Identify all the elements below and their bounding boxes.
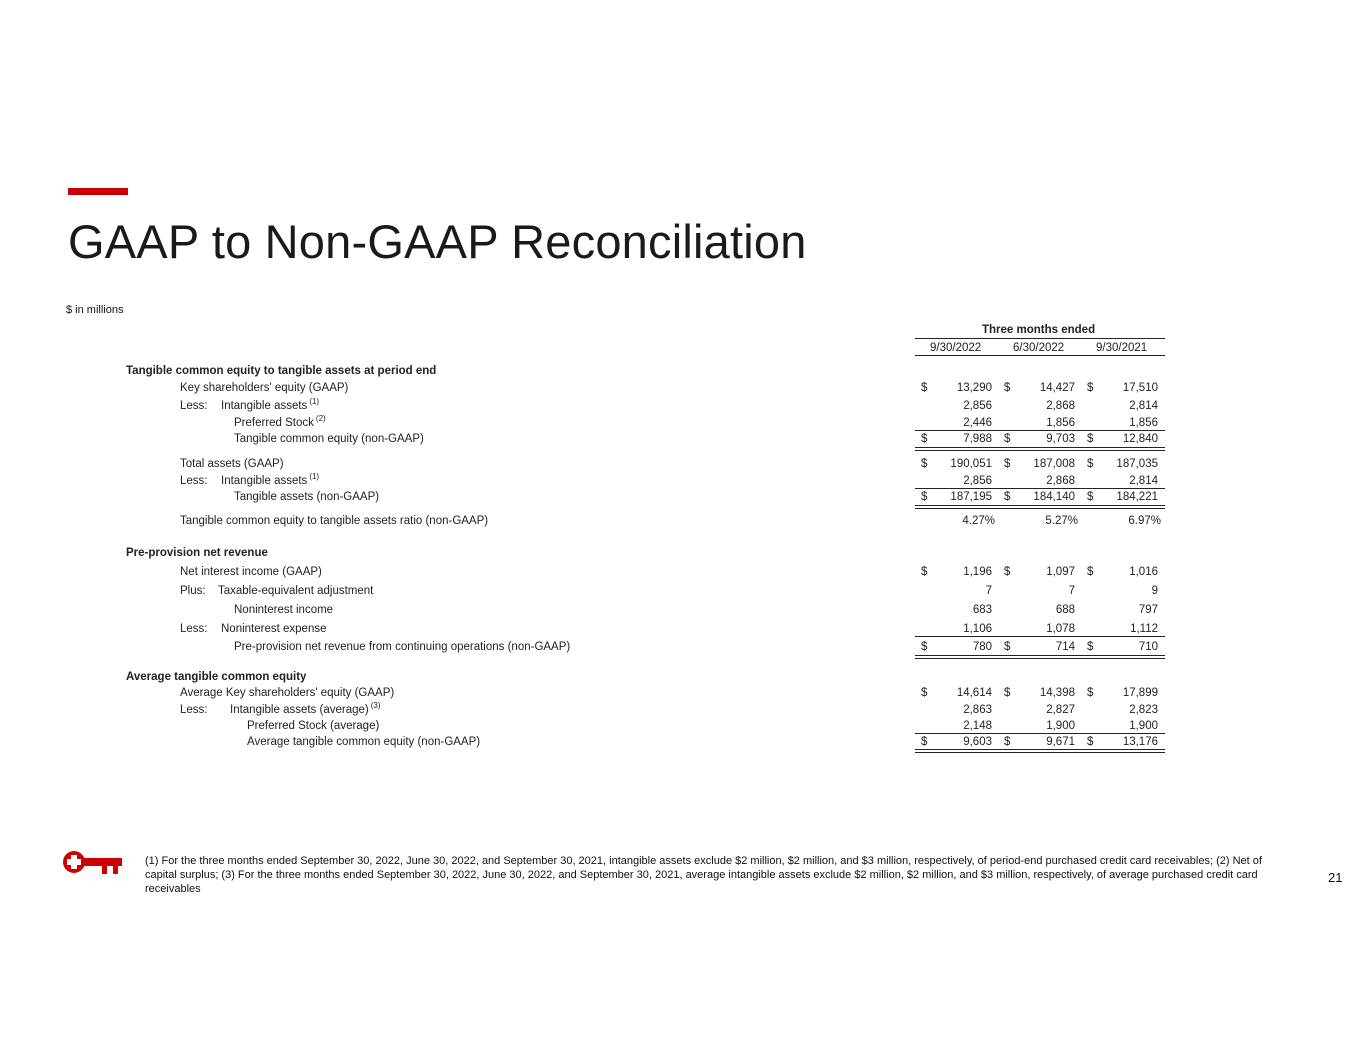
row-label xyxy=(234,416,326,430)
currency-symbol: $ xyxy=(921,687,928,699)
table-cell: 184,140 xyxy=(1033,491,1075,503)
key-logo-icon xyxy=(58,846,124,883)
table-cell: 9,703 xyxy=(1046,433,1075,445)
table-cell: 2,823 xyxy=(1129,704,1158,716)
table-cell: 6.97% xyxy=(1128,515,1161,527)
table-cell: 1,016 xyxy=(1129,566,1158,578)
currency-symbol: $ xyxy=(1004,491,1011,503)
currency-symbol: $ xyxy=(1004,382,1011,394)
table-cell: 1,097 xyxy=(1046,566,1075,578)
table-cell: 2,827 xyxy=(1046,704,1075,716)
table-cell: 1,900 xyxy=(1046,720,1075,732)
row-label: Net interest income (GAAP) xyxy=(180,566,322,578)
currency-symbol: $ xyxy=(921,433,928,445)
page-title: GAAP to Non-GAAP Reconciliation xyxy=(68,215,807,268)
total-rule xyxy=(915,749,1165,753)
table-cell: 7 xyxy=(1068,585,1075,597)
subtotal-rule xyxy=(915,488,1165,489)
table-cell: 683 xyxy=(972,604,992,616)
less-label: Less: xyxy=(180,475,208,487)
section-heading: Pre-provision net revenue xyxy=(126,547,268,559)
page-number: 21 xyxy=(1328,870,1343,885)
table-cell: 14,427 xyxy=(1039,382,1075,394)
total-rule xyxy=(915,505,1165,509)
table-cell: 2,446 xyxy=(963,417,992,429)
table-cell: 9,671 xyxy=(1046,736,1075,748)
column-header: 9/30/2022 xyxy=(930,342,982,354)
plus-label: Plus: xyxy=(180,585,206,597)
header-rule xyxy=(915,338,1165,339)
table-cell: 17,899 xyxy=(1122,687,1158,699)
currency-symbol: $ xyxy=(1004,458,1011,470)
table-cell: 7,988 xyxy=(963,433,992,445)
section-heading: Tangible common equity to tangible assets at period end xyxy=(126,365,437,377)
currency-symbol: $ xyxy=(1004,566,1011,578)
row-label xyxy=(221,399,319,413)
column-header: 9/30/2021 xyxy=(1096,342,1148,354)
subtotal-rule xyxy=(915,636,1165,637)
row-label: Noninterest expense xyxy=(221,623,327,635)
row-label: Total assets (GAAP) xyxy=(180,458,284,470)
currency-symbol: $ xyxy=(1087,736,1094,748)
table-cell: 1,106 xyxy=(963,623,992,635)
currency-symbol: $ xyxy=(921,491,928,503)
row-label: Pre-provision net revenue from continuing operations (non-GAAP) xyxy=(234,641,571,653)
row-label: Noninterest income xyxy=(234,604,334,616)
table-cell: 184,221 xyxy=(1116,491,1158,503)
header-rule xyxy=(915,355,1165,356)
row-label: Average Key shareholders' equity (GAAP) xyxy=(180,687,395,699)
total-rule xyxy=(915,655,1165,659)
table-cell: 2,856 xyxy=(963,400,992,412)
less-label: Less: xyxy=(180,623,208,635)
table-cell: 797 xyxy=(1138,604,1158,616)
table-cell: 187,008 xyxy=(1033,458,1075,470)
currency-symbol: $ xyxy=(1087,382,1094,394)
less-label: Less: xyxy=(180,400,208,412)
table-cell: 2,868 xyxy=(1046,475,1075,487)
table-cell: 2,863 xyxy=(963,704,992,716)
table-cell: 1,112 xyxy=(1130,623,1158,635)
currency-symbol: $ xyxy=(1087,566,1094,578)
table-cell: 2,148 xyxy=(963,720,992,732)
table-cell: 13,176 xyxy=(1122,736,1158,748)
row-label xyxy=(230,703,381,717)
currency-symbol: $ xyxy=(1087,491,1094,503)
footnote-ref: (1) xyxy=(309,397,320,407)
footnote-ref: (2) xyxy=(315,414,326,424)
total-rule xyxy=(915,447,1165,451)
table-cell: 688 xyxy=(1055,604,1075,616)
currency-symbol: $ xyxy=(921,736,928,748)
table-cell: 2,856 xyxy=(963,475,992,487)
currency-symbol: $ xyxy=(1004,736,1011,748)
table-cell: 1,856 xyxy=(1046,417,1075,429)
table-cell: 1,900 xyxy=(1129,720,1158,732)
currency-symbol: $ xyxy=(1087,687,1094,699)
period-header: Three months ended xyxy=(982,324,1096,336)
currency-symbol: $ xyxy=(921,458,928,470)
table-cell: 9 xyxy=(1151,585,1158,597)
table-cell: 4.27% xyxy=(962,515,995,527)
table-cell: 14,398 xyxy=(1039,687,1075,699)
row-label: Tangible common equity (non-GAAP) xyxy=(234,433,424,445)
currency-symbol: $ xyxy=(921,382,928,394)
row-label: Average tangible common equity (non-GAAP) xyxy=(247,736,481,748)
table-cell: 710 xyxy=(1138,641,1158,653)
table-cell: 17,510 xyxy=(1122,382,1158,394)
table-cell: 12,840 xyxy=(1122,433,1158,445)
table-cell: 2,814 xyxy=(1129,400,1158,412)
row-label-text: Intangible assets xyxy=(221,400,308,412)
currency-symbol: $ xyxy=(1004,641,1011,653)
table-cell: 190,051 xyxy=(950,458,992,470)
column-header: 6/30/2022 xyxy=(1013,342,1065,354)
row-label: Taxable-equivalent adjustment xyxy=(218,585,374,597)
subtotal-rule xyxy=(915,733,1165,734)
section-heading: Average tangible common equity xyxy=(126,671,307,683)
table-cell: 187,195 xyxy=(950,491,992,503)
table-cell: 13,290 xyxy=(956,382,992,394)
footnote-ref: (3) xyxy=(370,701,381,711)
row-label-text: Intangible assets xyxy=(221,475,308,487)
table-cell: 7 xyxy=(985,585,992,597)
row-label: Key shareholders' equity (GAAP) xyxy=(180,382,349,394)
table-cell: 714 xyxy=(1055,641,1075,653)
currency-symbol: $ xyxy=(1087,641,1094,653)
currency-symbol: $ xyxy=(1087,458,1094,470)
currency-symbol: $ xyxy=(1087,433,1094,445)
table-cell: 9,603 xyxy=(963,736,992,748)
table-cell: 1,856 xyxy=(1129,417,1158,429)
row-label: Tangible assets (non-GAAP) xyxy=(234,491,380,503)
table-cell: 1,078 xyxy=(1046,623,1075,635)
table-cell: 14,614 xyxy=(956,687,992,699)
row-label-text: Intangible assets (average) xyxy=(230,704,369,716)
table-cell: 1,196 xyxy=(963,566,992,578)
subtotal-rule xyxy=(915,430,1165,431)
accent-bar xyxy=(68,188,128,195)
table-cell: 2,868 xyxy=(1046,400,1075,412)
currency-symbol: $ xyxy=(1004,433,1011,445)
row-label: Tangible common equity to tangible assets ratio (non-GAAP) xyxy=(180,515,489,527)
table-cell: 5.27% xyxy=(1045,515,1078,527)
currency-symbol: $ xyxy=(921,566,928,578)
footnote: (1) For the three months ended September 30, 2022, June 30, 2022, and September 30, 2021, intangible assets exclude $2 million, $2 million, and $3 million, respectively, of period-end purchased credit card receivables; (2) Net of capital surplus; (3) For the three months ended September 30, 2022, June 30, 2022, and September 30, 2021, average intangible assets exclude $2 million, $2 million, and $3 million, respectively, of average purchased credit card receivables xyxy=(145,855,1262,895)
less-label: Less: xyxy=(180,704,208,716)
units-note: $ in millions xyxy=(66,304,124,316)
footnote-ref: (1) xyxy=(309,472,320,482)
table-cell: 2,814 xyxy=(1129,475,1158,487)
row-label xyxy=(221,474,319,488)
table-cell: 187,035 xyxy=(1116,458,1158,470)
currency-symbol: $ xyxy=(921,641,928,653)
row-label: Preferred Stock (average) xyxy=(247,720,380,732)
row-label-text: Preferred Stock xyxy=(234,417,314,429)
table-cell: 780 xyxy=(972,641,992,653)
currency-symbol: $ xyxy=(1004,687,1011,699)
